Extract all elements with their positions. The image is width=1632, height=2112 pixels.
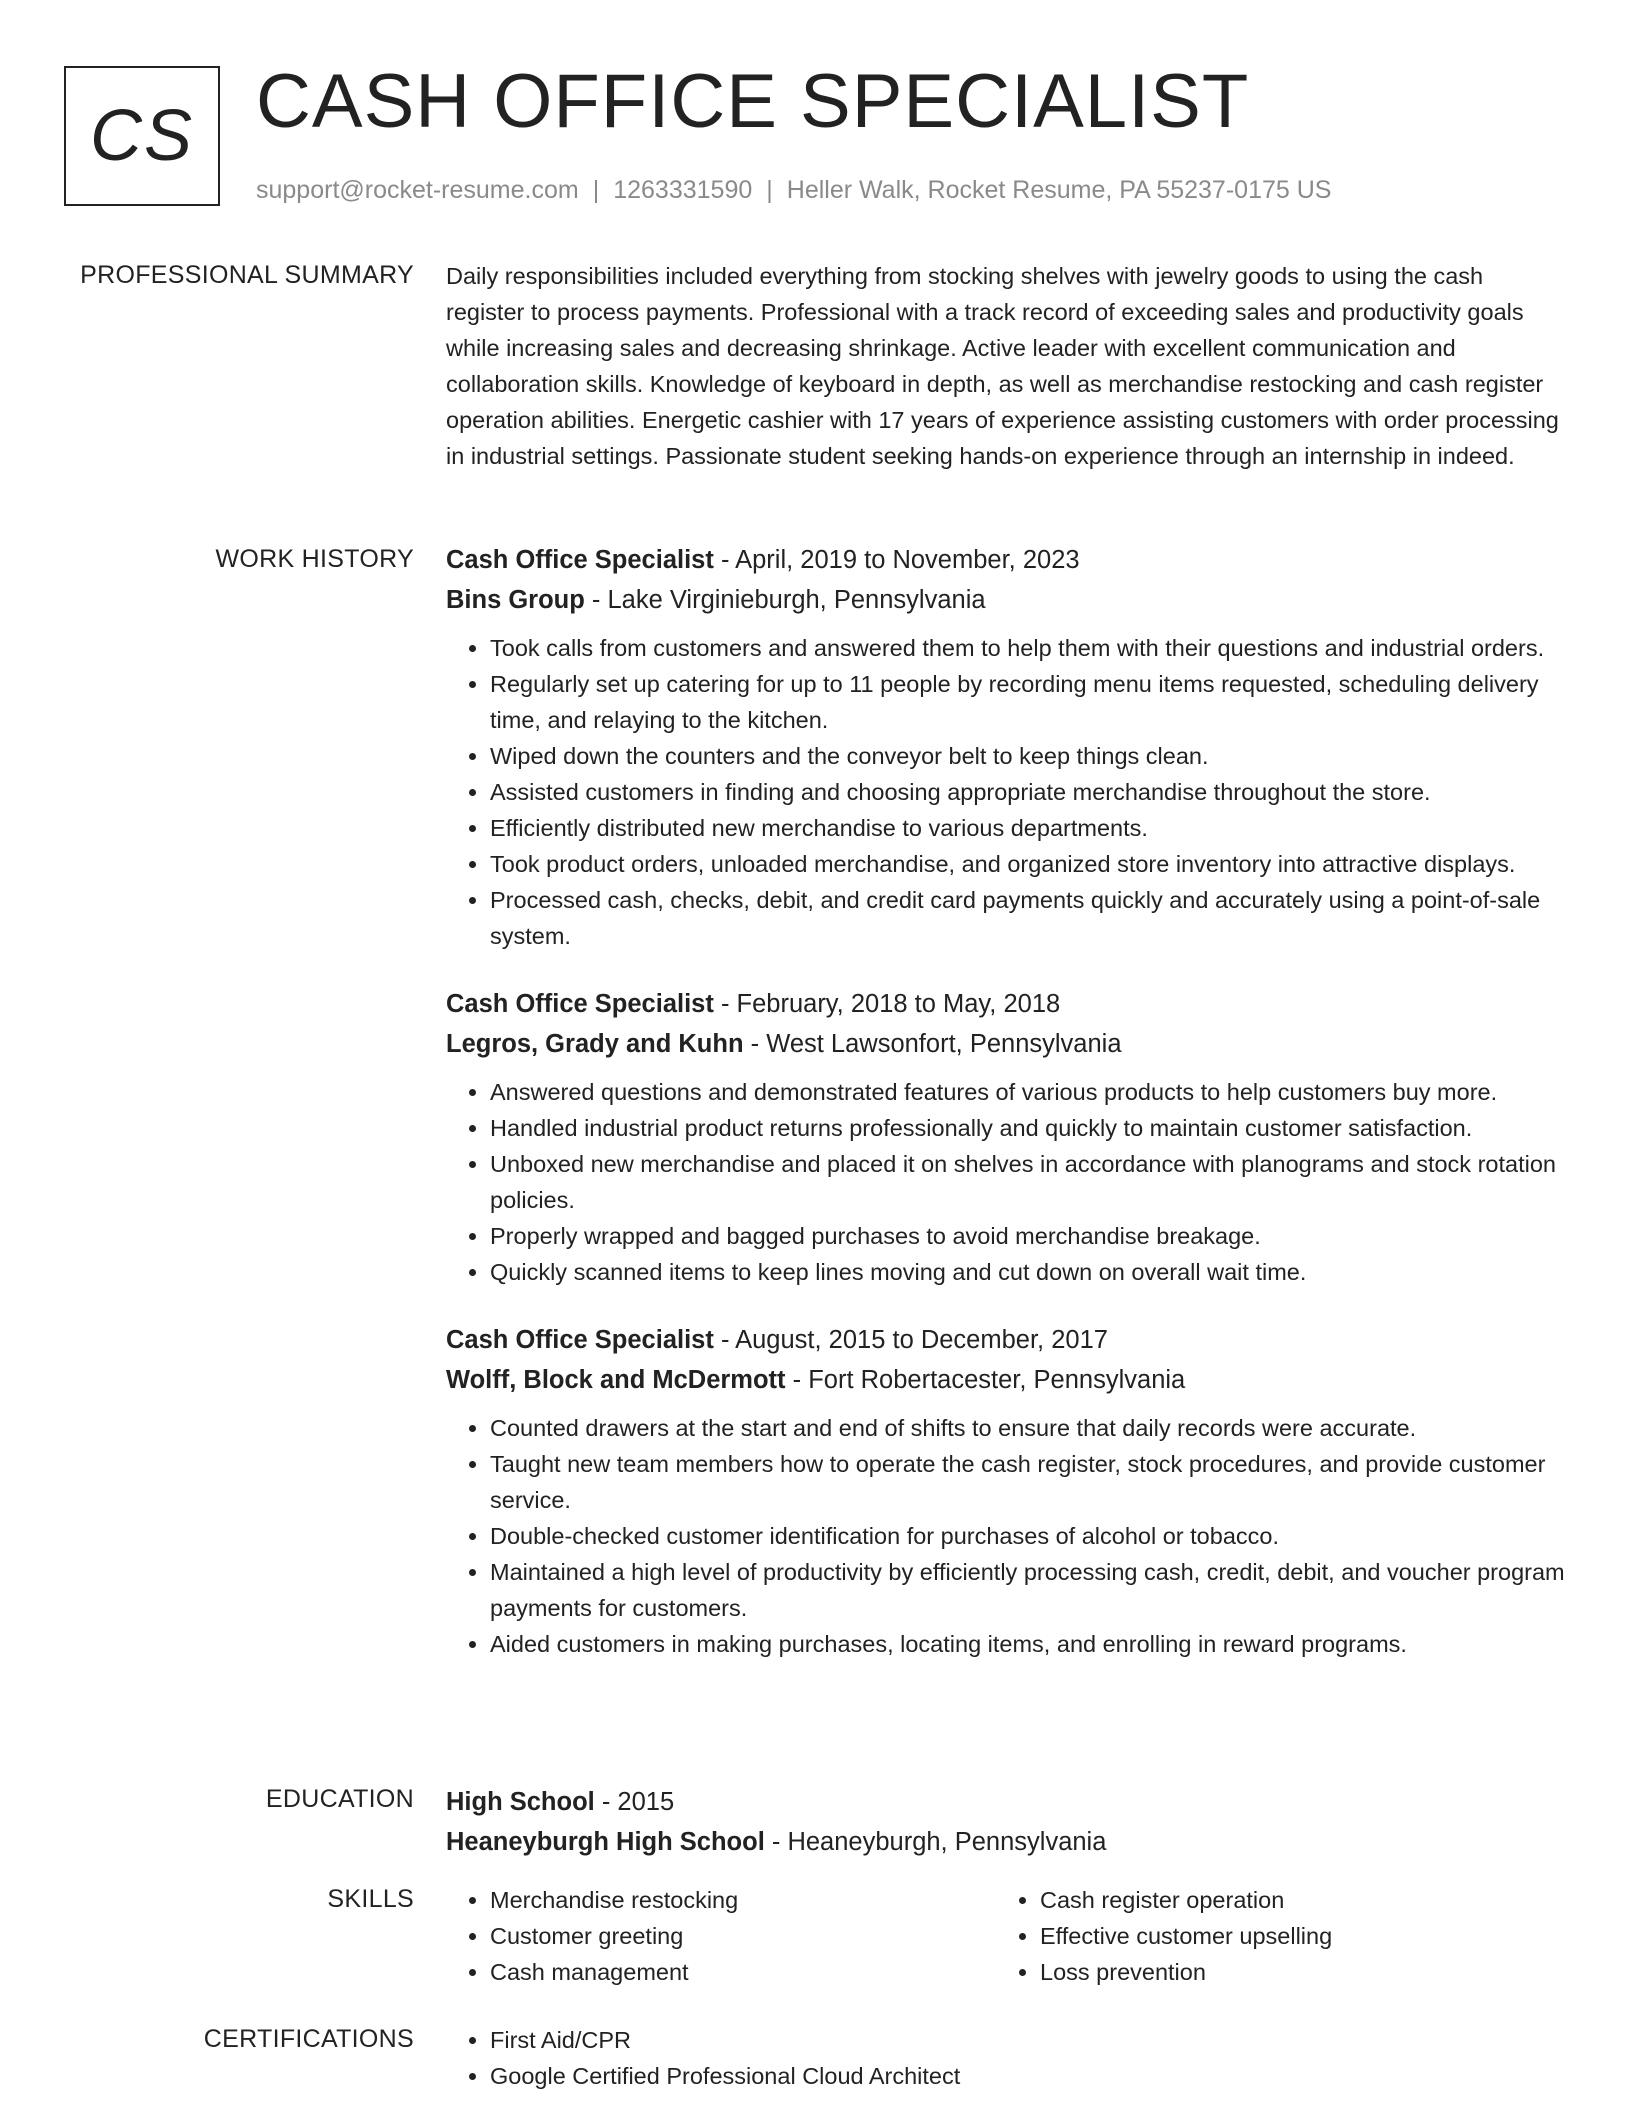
monogram-initials: CS xyxy=(89,96,195,176)
job-dates: - August, 2015 to December, 2017 xyxy=(713,1326,1108,1354)
skill-item: • Merchandise restocking xyxy=(490,1882,996,1918)
job-company-line xyxy=(446,1024,1566,1064)
job-entry xyxy=(446,540,1566,954)
education-degree-line xyxy=(446,1782,1566,1822)
section-heading: WORK HISTORY xyxy=(215,545,414,573)
section-heading: EDUCATION xyxy=(265,1785,414,1813)
education-school: Heaneyburgh High School xyxy=(446,1828,765,1856)
job-bullet: • Aided customers in making purchases, locating items, and enrolling in reward programs. xyxy=(490,1626,1566,1662)
job-bullet: • Properly wrapped and bagged purchases to avoid merchandise breakage. xyxy=(490,1218,1566,1254)
section-heading: PROFESSIONAL SUMMARY xyxy=(80,261,414,289)
skill-item: • Cash management xyxy=(490,1954,996,1990)
job-company-line xyxy=(446,1360,1566,1400)
skill-item: • Effective customer upselling xyxy=(1040,1918,1546,1954)
job-company: Wolff, Block and McDermott xyxy=(446,1366,786,1394)
job-title-line xyxy=(446,540,1566,580)
job-dates: - February, 2018 to May, 2018 xyxy=(713,990,1061,1018)
skill-item: • Cash register operation xyxy=(1040,1882,1546,1918)
job-company: Legros, Grady and Kuhn xyxy=(446,1030,744,1058)
job-bullet: • Maintained a high level of productivity by efficiently processing cash, credit, debit, and voucher program payments for customers. xyxy=(490,1554,1566,1626)
resume-name: CASH OFFICE SPECIALIST xyxy=(256,59,1250,144)
job-bullets xyxy=(446,630,1566,954)
jobs-list xyxy=(446,540,1566,1692)
job-bullet: • Quickly scanned items to keep lines moving and cut down on overall wait time. xyxy=(490,1254,1566,1290)
job-bullets xyxy=(446,1074,1566,1290)
job-company-line xyxy=(446,580,1566,620)
education-year: - 2015 xyxy=(594,1788,675,1816)
certifications-body xyxy=(446,2022,1566,2094)
job-dates: - April, 2019 to November, 2023 xyxy=(713,546,1080,574)
contact-phone[interactable]: 1263331590 xyxy=(613,176,753,204)
job-title: Cash Office Specialist xyxy=(446,990,714,1018)
contact-separator: | xyxy=(766,176,773,204)
job-location: - West Lawsonfort, Pennsylvania xyxy=(743,1030,1122,1058)
skill-item: • Loss prevention xyxy=(1040,1954,1546,1990)
job-location: - Fort Robertacester, Pennsylvania xyxy=(785,1366,1186,1394)
job-bullet: • Taught new team members how to operate the cash register, stock procedures, and provide customer service. xyxy=(490,1446,1566,1518)
job-bullet: • Answered questions and demonstrated features of various products to help customers buy more. xyxy=(490,1074,1566,1110)
section-heading: CERTIFICATIONS xyxy=(203,2025,414,2053)
job-company: Bins Group xyxy=(446,586,585,614)
contact-email[interactable]: support@rocket-resume.com xyxy=(256,176,579,204)
job-bullet: • Assisted customers in finding and choosing appropriate merchandise throughout the store. xyxy=(490,774,1566,810)
section-heading: SKILLS xyxy=(327,1885,414,1913)
education-location: - Heaneyburgh, Pennsylvania xyxy=(764,1828,1107,1856)
skills-column-right xyxy=(996,1882,1546,1990)
skills-column-left xyxy=(446,1882,996,1990)
certification-item: • First Aid/CPR xyxy=(490,2022,1566,2058)
certifications-list xyxy=(446,2022,1566,2094)
education-entry xyxy=(446,1782,1566,1862)
job-entry xyxy=(446,984,1566,1290)
education-degree: High School xyxy=(446,1788,595,1816)
job-title-line xyxy=(446,984,1566,1024)
job-bullet: • Wiped down the counters and the conveyor belt to keep things clean. xyxy=(490,738,1566,774)
job-location: - Lake Virginieburgh, Pennsylvania xyxy=(584,586,986,614)
job-bullet: • Took calls from customers and answered them to help them with their questions and industrial orders. xyxy=(490,630,1566,666)
contact-line xyxy=(256,174,1331,206)
summary-text: Daily responsibilities included everything from stocking shelves with jewelry goods to using the cash register to process payments. Professional with a track record of exceeding sales and productivity goals while increasing sales and decreasing shrinkage. Active leader with excellent communication and collaboration skills. Knowledge of keyboard in depth, as well as merchandise restocking and cash register operation abilities. Energetic cashier with 17 years of experience assisting customers with order processing in industrial settings. Passionate student seeking hands-on experience through an internship in indeed. xyxy=(446,263,1559,469)
job-title-line xyxy=(446,1320,1566,1360)
job-bullet: • Double-checked customer identification for purchases of alcohol or tobacco. xyxy=(490,1518,1566,1554)
skills-grid xyxy=(446,1882,1566,1990)
certification-item: • Google Certified Professional Cloud Architect xyxy=(490,2058,1566,2094)
job-bullet: • Handled industrial product returns professionally and quickly to maintain customer satisfaction. xyxy=(490,1110,1566,1146)
job-title: Cash Office Specialist xyxy=(446,1326,714,1354)
contact-address: Heller Walk, Rocket Resume, PA 55237-0175 US xyxy=(786,176,1332,204)
education-school-line xyxy=(446,1822,1566,1862)
job-bullet: • Counted drawers at the start and end of shifts to ensure that daily records were accurate. xyxy=(490,1410,1566,1446)
job-bullet: • Efficiently distributed new merchandise to various departments. xyxy=(490,810,1566,846)
job-bullet: • Processed cash, checks, debit, and credit card payments quickly and accurately using a point-of-sale system. xyxy=(490,882,1566,954)
job-bullet: • Took product orders, unloaded merchandise, and organized store inventory into attractive displays. xyxy=(490,846,1566,882)
job-title: Cash Office Specialist xyxy=(446,546,714,574)
skill-item: • Customer greeting xyxy=(490,1918,996,1954)
job-entry xyxy=(446,1320,1566,1662)
job-bullet: • Regularly set up catering for up to 11 people by recording menu items requested, scheduling delivery time, and relaying to the kitchen. xyxy=(490,666,1566,738)
monogram-badge xyxy=(64,66,220,206)
job-bullet: • Unboxed new merchandise and placed it on shelves in accordance with planograms and stock rotation policies. xyxy=(490,1146,1566,1218)
job-bullets xyxy=(446,1410,1566,1662)
contact-separator: | xyxy=(592,176,600,204)
